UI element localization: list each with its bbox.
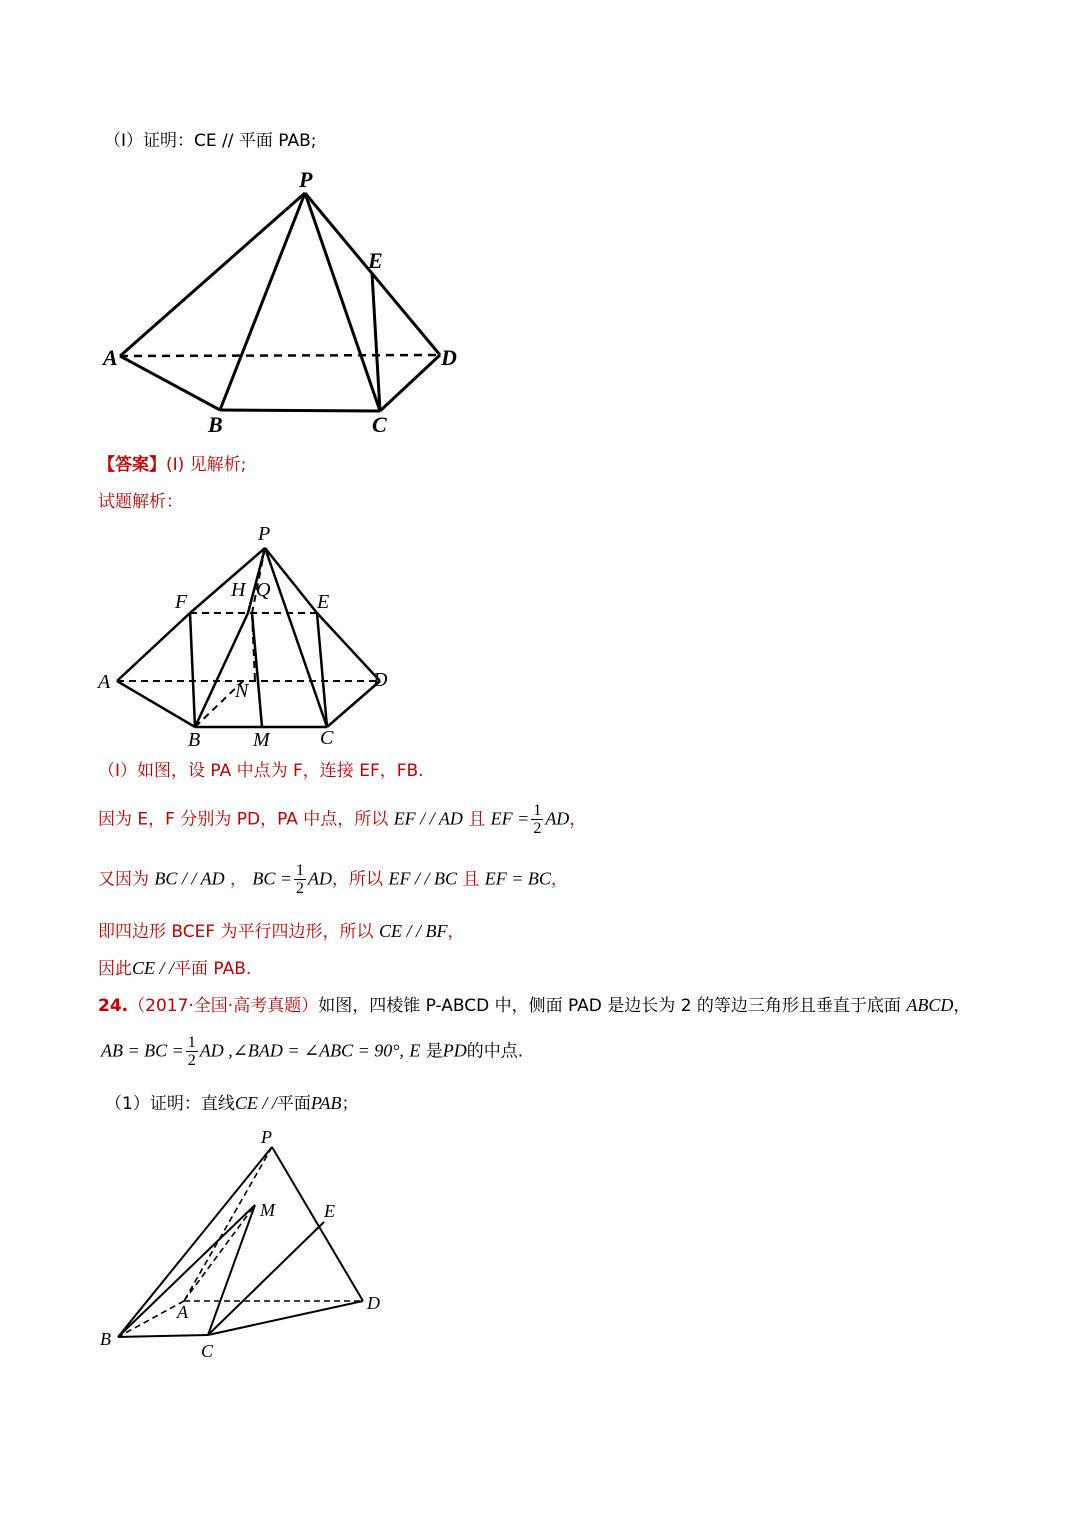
fig2-label-p: P (258, 523, 271, 545)
q24-text-1: 如图，四棱锥 P-ABCD 中，侧面 PAD 是边长为 2 的等边三角形且垂直于底面 (318, 996, 901, 1016)
fig2-label-d: D (373, 669, 388, 691)
sol-l2-text-c: ， (569, 809, 587, 830)
fig3-label-p: P (261, 1127, 272, 1147)
sol-l3-math-2: BC = (252, 868, 293, 889)
sol-l2-numerator: 1 (533, 802, 542, 819)
sol-l2-math-1: EF / / AD (393, 808, 463, 829)
fig2-label-f: F (175, 591, 188, 613)
pyramid-figure-3 (95, 1125, 395, 1365)
fig1-label-b: B (208, 412, 223, 437)
q24-text-2: 是 (425, 1041, 443, 1062)
q24-math-3: AD ,∠BAD = ∠ABC = 90°, (199, 1040, 404, 1061)
sol-l3-denominator: 2 (296, 880, 305, 897)
fig2-label-q: Q (256, 579, 271, 601)
solution-line-2 (98, 802, 586, 842)
question-part-1: （I）证明：CE // 平面 PAB; (104, 131, 317, 151)
pyramid-figure-1 (95, 160, 475, 445)
sol-l3-math-3: AD (308, 868, 333, 889)
fig1-label-p: P (299, 167, 313, 192)
q24-math-1: ABCD (906, 995, 954, 1015)
question-24-line-2 (101, 1034, 523, 1074)
analysis-title: 试题解析： (98, 492, 183, 512)
fig2-label-a: A (98, 671, 111, 693)
sol-l3-text-c: ，所以 (332, 869, 384, 890)
fig3-label-d: D (367, 1293, 380, 1313)
sol-l3-math-4: EF / / BC (388, 868, 457, 889)
solution-line-3 (98, 862, 568, 902)
q24-fraction (186, 1034, 198, 1069)
sol-l4-math-1: CE / / BF (378, 921, 448, 941)
question-number: 24. (98, 996, 129, 1016)
question-source: （2017·全国·高考真题） (128, 996, 319, 1016)
sol-l2-math-3: AD (545, 808, 570, 829)
sol-l5-math-1: CE / / (132, 958, 175, 978)
sol-l3-math-1: BC / / AD (154, 868, 225, 889)
q24-text-3: 的中点. (466, 1041, 524, 1062)
q24-text-1b: ， (953, 996, 971, 1016)
fig3-label-c: C (201, 1341, 214, 1361)
solution-line-1: （Ⅰ）如图，设 PA 中点为 F，连接 EF，FB. (98, 761, 424, 781)
sol-l2-fraction (531, 802, 543, 837)
fig1-label-c: C (372, 412, 387, 437)
q24-part1-text-c: ； (341, 1094, 359, 1114)
sol-l3-math-5: EF = BC (484, 868, 551, 889)
q24-part1-math-1: CE / / (234, 1093, 277, 1113)
sol-l3-text-b: ， (229, 869, 247, 890)
fig3-label-m: M (260, 1200, 275, 1220)
sol-l4-text-b: ， (447, 922, 465, 942)
fig1-label-a: A (103, 345, 118, 370)
sol-l3-text-a: 又因为 (98, 869, 149, 890)
answer-tag: 【答案】 (98, 455, 166, 475)
fig3-label-e: E (324, 1201, 335, 1221)
q24-math-5: PD (442, 1040, 467, 1061)
fig2-label-n: N (235, 680, 249, 702)
sol-l3-text-e: ， (550, 869, 568, 890)
q24-math-4: E (409, 1040, 421, 1061)
sol-l5-text-b: 平面 PAB. (174, 959, 252, 979)
fig2-label-c: C (320, 727, 334, 749)
q24-numerator: 1 (187, 1034, 196, 1051)
fig3-label-b: B (100, 1329, 111, 1349)
sol-l2-math-2: EF = (490, 808, 530, 829)
fig2-label-b: B (188, 729, 201, 751)
question-24-part-1 (105, 1092, 359, 1115)
fig2-label-h: H (231, 579, 246, 601)
sol-l2-text-a: 因为 E，F 分别为 PD，PA 中点，所以 (98, 809, 389, 830)
question-24-line-1 (98, 994, 970, 1017)
fig2-label-e: E (317, 591, 330, 613)
sol-l3-fraction (294, 862, 306, 897)
fig3-label-a: A (177, 1302, 188, 1322)
sol-l5-text-a: 因此 (98, 959, 132, 979)
fig2-label-m: M (253, 729, 270, 751)
q24-denominator: 2 (187, 1052, 196, 1069)
q24-math-2: AB = BC = (101, 1040, 184, 1061)
sol-l3-numerator: 1 (296, 862, 305, 879)
answer-line (98, 454, 246, 476)
sol-l4-text-a: 即四边形 BCEF 为平行四边形，所以 (98, 922, 374, 942)
fig1-label-e: E (368, 248, 383, 273)
solution-line-5 (98, 957, 251, 980)
sol-l2-denominator: 2 (533, 820, 542, 837)
q24-part1-text-a: （1）证明：直线 (105, 1094, 235, 1114)
q24-part1-text-b: 平面 (276, 1094, 311, 1114)
solution-line-4 (98, 920, 464, 943)
sol-l2-text-b: 且 (468, 809, 486, 830)
pyramid-figure-2 (95, 520, 405, 755)
q24-part1-math-2: PAB (310, 1093, 342, 1113)
sol-l3-text-d: 且 (462, 869, 480, 890)
fig1-label-d: D (441, 345, 457, 370)
answer-text: (I) 见解析; (166, 455, 247, 475)
